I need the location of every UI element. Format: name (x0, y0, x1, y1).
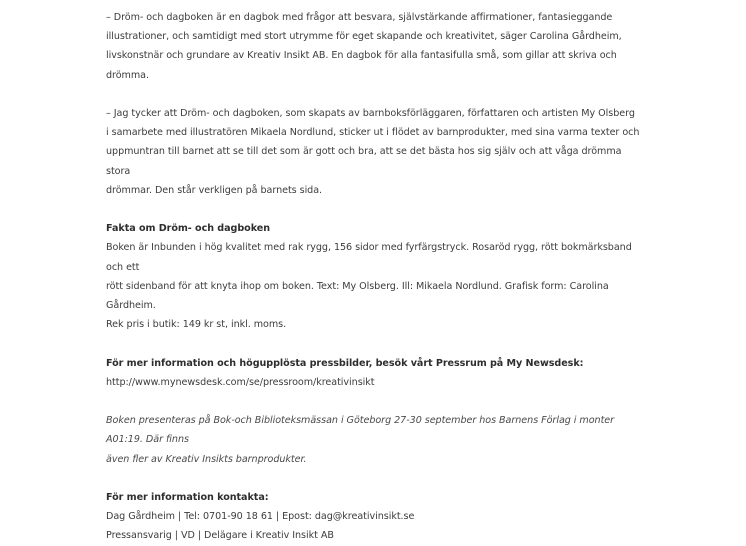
fair-section (106, 411, 646, 469)
fair-line: även fler av Kreativ Insikts barnprodukter. (106, 453, 307, 465)
quote-my-olsberg-line: drömmar. Den står verkligen på barnets sida. (106, 184, 323, 196)
quote-my-olsberg-line: uppmuntran till barnet att se till det som är gott och bra, att se det bästa hos sig själv och att våga drömma stora (106, 146, 622, 177)
facts-line: Rek pris i butik: 149 kr st, inkl. moms. (106, 319, 287, 331)
quote-my-olsberg (106, 104, 646, 200)
contact-role: Pressansvarig | VD | Delägare i Kreativ Insikt AB (106, 530, 334, 542)
fair-line: Boken presenteras på Bok-och Biblioteksmässan i Göteborg 27-30 september hos Barnens Förlag i monter A01:19. Där finns (106, 415, 615, 446)
quote-carolina-line: livskonstnär och grundare av Kreativ Insikt AB. En dagbok för alla fantasifulla små, som gillar att skriva och drömma. (106, 50, 617, 81)
quote-my-olsberg-line: i samarbete med illustratören Mikaela Nordlund, sticker ut i flödet av barnprodukter, med sina varma texter och (106, 127, 640, 139)
pressroom-link[interactable]: http://www.mynewsdesk.com/se/pressroom/kreativinsikt (106, 376, 375, 388)
press-release-page (106, 8, 646, 546)
contact-line: Dag Gårdheim | Tel: 0701-90 18 61 | Epost: dag@kreativinsikt.se (106, 511, 415, 523)
facts-section (106, 219, 646, 334)
contact-heading: För mer information kontakta: (106, 492, 269, 503)
contact-section (106, 488, 646, 546)
quote-carolina (106, 8, 646, 85)
facts-heading: Fakta om Dröm- och dagboken (106, 223, 271, 235)
press-heading: För mer information och högupplösta pressbilder, besök vårt Pressrum på My Newsdesk: (106, 357, 584, 369)
quote-carolina-line: – Dröm- och dagboken är en dagbok med frågor att besvara, självstärkande affirmationer, fantasieggande (106, 12, 613, 23)
facts-line: Boken är Inbunden i hög kvalitet med rak rygg, 156 sidor med fyrfärgstryck. Rosaröd rygg, rött bokmärksband och ett (106, 242, 632, 273)
quote-carolina-line: illustrationer, och samtidigt med stort utrymme för eget skapande och kreativitet, säger Carolina Gårdheim, (106, 31, 622, 43)
facts-line: rött sidenband för att knyta ihop om boken. Text: My Olsberg. Ill: Mikaela Nordlund. Grafisk form: Carolina Gårdheim. (106, 280, 609, 312)
press-section (106, 354, 646, 392)
quote-my-olsberg-line: – Jag tycker att Dröm- och dagboken, som skapats av barnboksförläggaren, författaren och artisten My Olsberg (106, 108, 635, 119)
